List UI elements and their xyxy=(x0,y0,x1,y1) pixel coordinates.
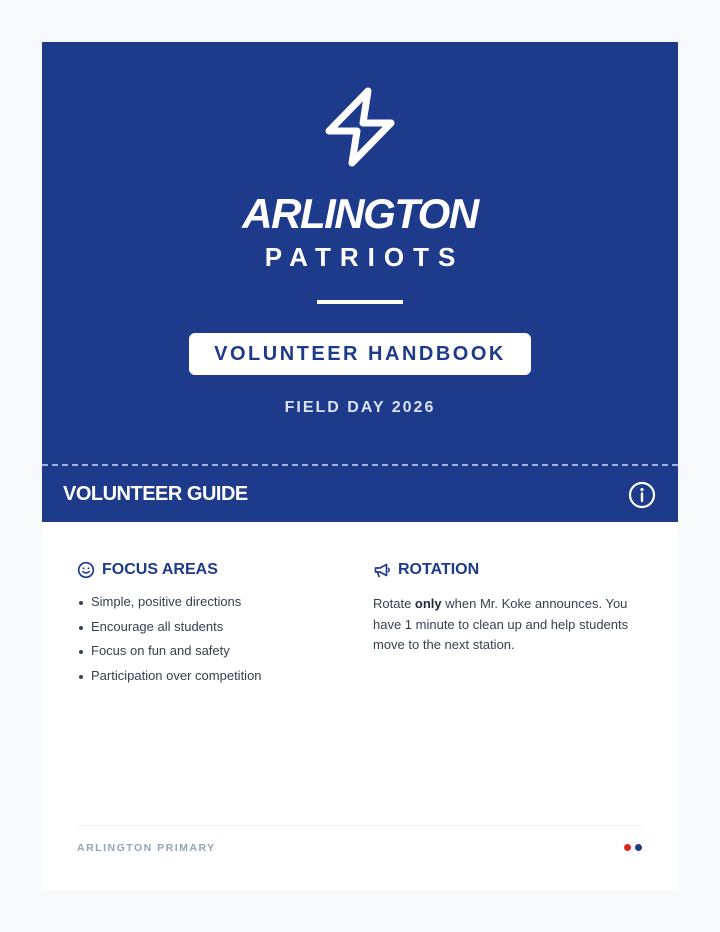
list-item: Focus on fun and safety xyxy=(77,643,347,659)
smiley-icon xyxy=(77,561,95,579)
handbook-badge: VOLUNTEER HANDBOOK xyxy=(189,333,531,375)
guide-title: VOLUNTEER GUIDE xyxy=(63,483,248,505)
focus-areas-list xyxy=(77,594,347,684)
focus-areas-title: FOCUS AREAS xyxy=(102,561,218,578)
focus-areas-section xyxy=(77,560,347,692)
rotation-title: ROTATION xyxy=(398,561,480,578)
rotation-emphasis: only xyxy=(414,596,442,611)
handbook-card xyxy=(42,42,678,890)
info-icon xyxy=(628,481,656,509)
title-divider xyxy=(317,300,403,304)
event-dateline: FIELD DAY 2026 xyxy=(284,399,436,416)
footer-school-name: ARLINGTON PRIMARY xyxy=(77,842,216,854)
rotation-section xyxy=(373,560,643,656)
team-title: ARLINGTON xyxy=(242,190,478,237)
volunteer-guide-bar xyxy=(42,464,678,522)
team-subtitle: PATRIOTS xyxy=(264,242,465,272)
list-item: Participation over competition xyxy=(77,668,347,684)
footer-dot-red xyxy=(624,844,631,851)
rotation-heading xyxy=(373,560,643,580)
focus-areas-heading xyxy=(77,560,347,580)
list-item: Encourage all students xyxy=(77,619,347,635)
rotation-paragraph: Rotate only when Mr. Koke announces. You have 1 minute to clean up and help students move to the next station. xyxy=(373,596,629,652)
footer-dot-blue xyxy=(635,844,642,851)
hero-banner xyxy=(42,42,678,464)
footer-divider xyxy=(77,825,643,826)
megaphone-icon xyxy=(373,561,391,579)
list-item: Simple, positive directions xyxy=(77,594,347,610)
lightning-bolt-icon xyxy=(321,86,399,168)
